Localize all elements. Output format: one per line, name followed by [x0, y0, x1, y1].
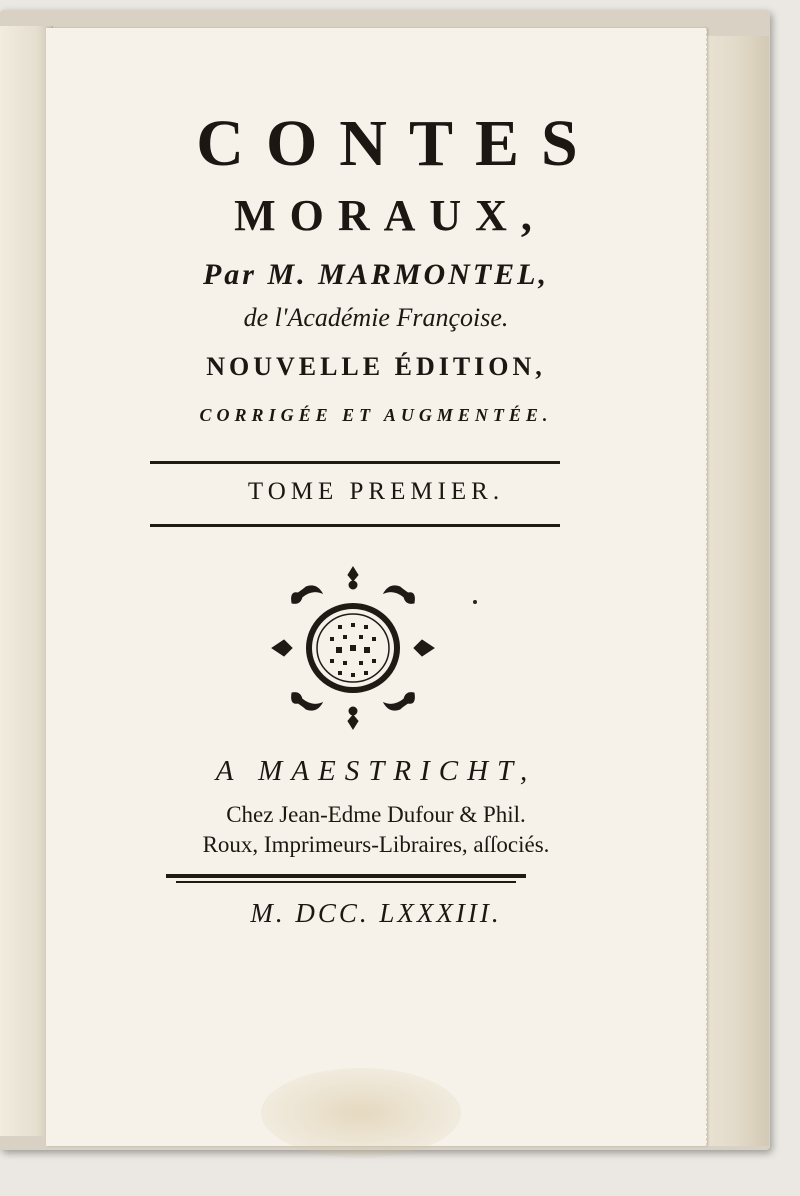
edition-line: NOUVELLE ÉDITION,: [206, 352, 546, 381]
corrections-line: CORRIGÉE ET AUGMENTÉE.: [199, 405, 553, 425]
printers-ornament-icon: [268, 563, 438, 733]
book-title: CONTES: [196, 107, 600, 180]
foxing-stain: [261, 1068, 461, 1158]
rule-bottom: [150, 524, 560, 527]
book-subtitle: MORAUX,: [234, 191, 546, 240]
volume-label: TOME PREMIER.: [247, 478, 505, 505]
author-affiliation: de l'Académie Françoise.: [243, 303, 509, 332]
imprint-printer-line-2: Roux, Imprimeurs-Libraires, aſſociés.: [202, 832, 550, 857]
imprint-place: A MAESTRICHT,: [215, 755, 537, 787]
double-rule: [166, 873, 526, 885]
imprint-printer-line-1: Chez Jean-Edme Dufour & Phil.: [226, 802, 526, 827]
title-page: [46, 28, 707, 1146]
rule-top: [150, 461, 560, 464]
imprint-date: M. DCC. LXXXIII.: [250, 898, 502, 928]
ink-speck: [473, 600, 477, 604]
author-line: Par M. MARMONTEL,: [202, 258, 550, 291]
